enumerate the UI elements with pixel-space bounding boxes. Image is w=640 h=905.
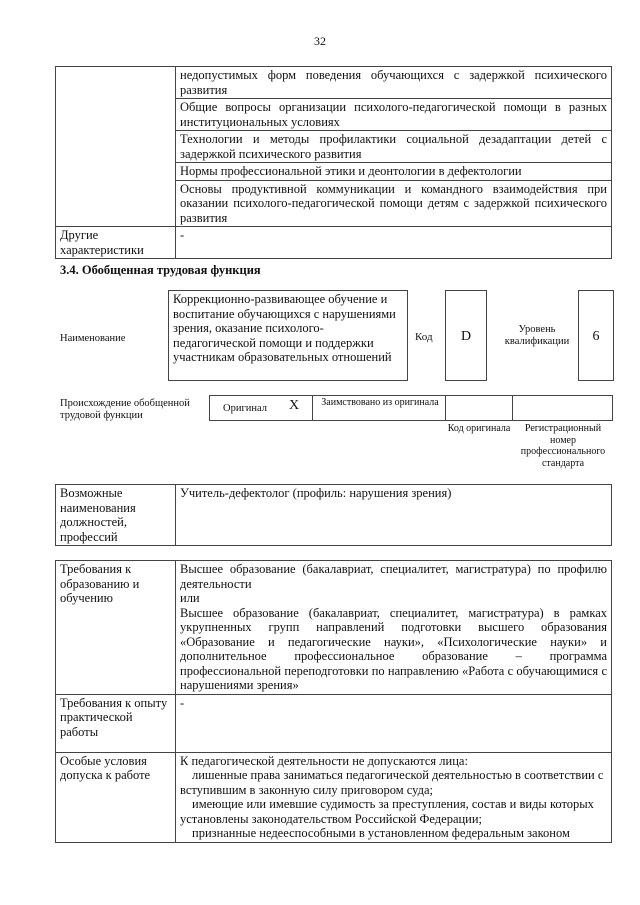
positions-label: Возможные наименования должностей, профессий (56, 485, 176, 546)
code-caption: Код оригинала (447, 423, 511, 434)
knowledge-row: недопустимых форм поведения обучающихся с задержкой психического развития (176, 67, 612, 99)
experience-label: Требования к опыту практической работы (56, 694, 176, 752)
origin-label: Происхождение обобщенной трудовой функции (60, 398, 190, 421)
section-title: 3.4. Обобщенная трудовая функция (60, 263, 261, 277)
code-value: D (460, 329, 472, 344)
knowledge-row: Общие вопросы организации психолого-педагогической помощи в разных институциональных условиях (176, 99, 612, 131)
education-line: Высшее образование (бакалавриат, специалитет, магистратура) по профилю деятельности (180, 562, 607, 591)
page-number: 32 (314, 34, 326, 48)
conditions-line: лишенные права заниматься педагогической деятельностью в соответствии с вступившим в законную силу приговором суда; (180, 768, 604, 797)
original-mark: X (289, 398, 300, 413)
other-characteristics-label: Другие характеристики (56, 227, 176, 259)
top-table (55, 66, 612, 259)
reg-caption: Регистрационный номер профессионального стандарта (520, 423, 606, 469)
conditions-line: признанные недееспособными в установленном федеральным законом (192, 826, 570, 840)
conditions-line: имеющие или имевшие судимость за преступления, состав и виды которых установлены законодательством Российской Федерации; (180, 797, 594, 826)
borrowed-divider (445, 395, 513, 421)
conditions-label: Особые условия допуска к работе (56, 752, 176, 842)
conditions-value (176, 752, 612, 842)
education-value (176, 561, 612, 695)
code-box (445, 290, 487, 381)
experience-value: - (176, 694, 612, 752)
function-name-box: Коррекционно-развивающее обучение и воспитание обучающихся с нарушениями зрения, оказание психолого-педагогической помощи и поддержки участникам образовательных отношений (168, 290, 408, 381)
level-box (578, 290, 614, 381)
other-characteristics-value: - (176, 227, 612, 259)
level-value: 6 (592, 329, 600, 344)
borrowed-label: Заимствовано из оригинала (321, 397, 439, 408)
code-label: Код (415, 331, 433, 343)
education-label: Требования к образованию и обучению (56, 561, 176, 695)
knowledge-row: Основы продуктивной коммуникации и командного взаимодействия при оказании психолого-педагогической помощи детям с задержкой психического развития (176, 180, 612, 227)
original-label: Оригинал (223, 403, 267, 414)
positions-table (55, 484, 612, 546)
top-table-empty-label (56, 67, 176, 227)
conditions-line: К педагогической деятельности не допускаются лица: (180, 753, 468, 768)
requirements-table (55, 560, 612, 843)
name-label: Наименование (60, 333, 126, 344)
positions-value: Учитель-дефектолог (профиль: нарушения зрения) (176, 485, 612, 546)
original-cell (209, 395, 313, 421)
level-label: Уровень квалификации (504, 324, 570, 347)
education-line: Высшее образование (бакалавриат, специалитет, магистратура) в рамках укрупненных групп направлений подготовки высшего образования «Образование и педагогические науки», «Психологические науки» и дополнительное профессиональное образование – программа профессиональной переподготовки по направлению «Работа с обучающимися с нарушениями зрения» (180, 605, 607, 692)
education-line: или (180, 591, 200, 605)
knowledge-row: Технологии и методы профилактики социальной дезадаптации детей с задержкой психического развития (176, 131, 612, 163)
knowledge-row: Нормы профессиональной этики и деонтологии в дефектологии (176, 163, 612, 181)
